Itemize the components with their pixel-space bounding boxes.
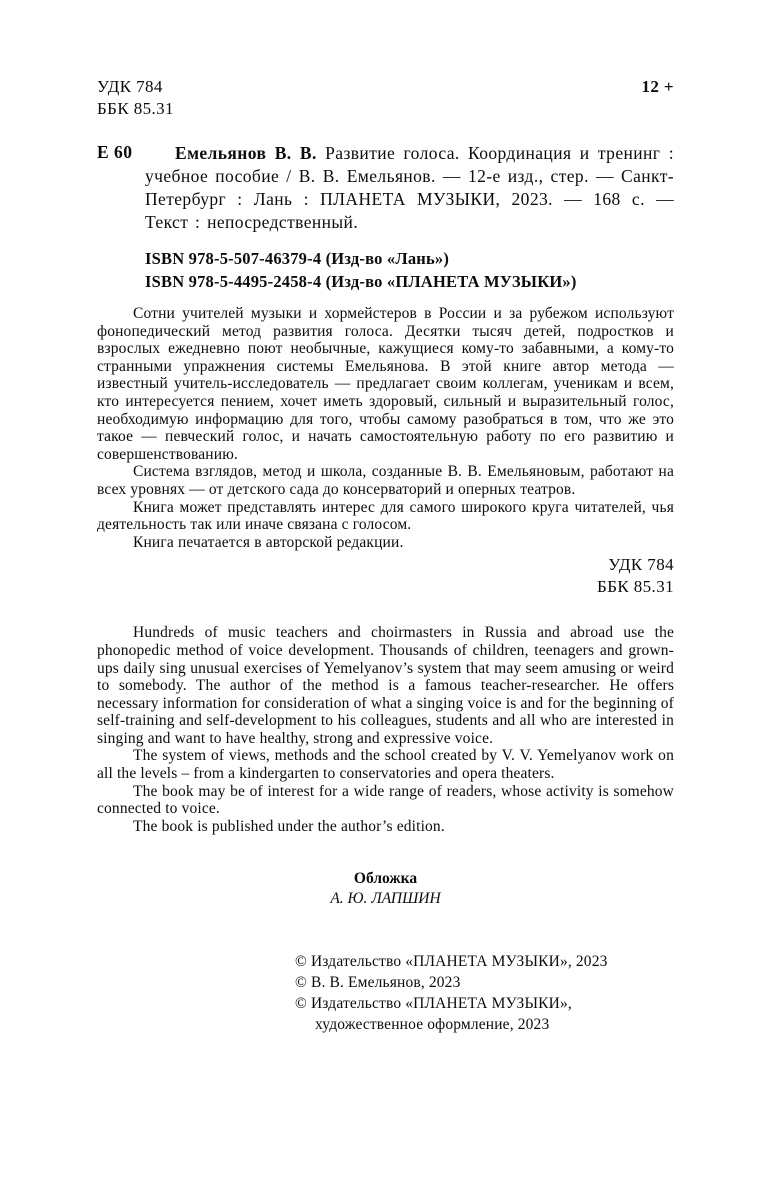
udk-code-bottom: УДК 784 bbox=[608, 555, 674, 575]
isbn-planeta-muzyki: ISBN 978-5-4495-2458-4 (Изд-во «ПЛАНЕТА МУЗЫКИ») bbox=[145, 272, 577, 291]
isbn-lan: ISBN 978-5-507-46379-4 (Изд-во «Лань») bbox=[145, 249, 450, 268]
annotation-english bbox=[97, 624, 674, 835]
en-annotation-paragraph-3: The book may be of interest for a wide range of readers, whose activity is somehow connected to voice. bbox=[97, 782, 674, 818]
isbn-block bbox=[145, 247, 674, 293]
bibliographic-entry bbox=[97, 142, 674, 234]
copyright-line-design-2: художественное оформление, 2023 bbox=[315, 1016, 550, 1034]
cover-credit-artist: А. Ю. ЛАПШИН bbox=[330, 890, 441, 908]
bbk-code-top: ББК 85.31 bbox=[97, 99, 174, 118]
ru-annotation-paragraph-3: Книга может представлять интерес для самого широкого круга читателей, чья деятельность так или иначе связана с голосом. bbox=[97, 498, 674, 534]
age-rating: 12 + bbox=[641, 77, 674, 96]
classification-codes-top bbox=[97, 76, 174, 120]
copyright-line-publisher: © Издательство «ПЛАНЕТА МУЗЫКИ», 2023 bbox=[295, 953, 608, 971]
copyright-line-author: © В. В. Емельянов, 2023 bbox=[295, 974, 461, 992]
copyright-line-design-1: © Издательство «ПЛАНЕТА МУЗЫКИ», bbox=[295, 995, 572, 1013]
entry-code: Е 60 bbox=[97, 142, 133, 162]
entry-author: Емельянов В. В. bbox=[175, 143, 317, 163]
ru-annotation-paragraph-4: Книга печатается в авторской редакции. bbox=[133, 533, 404, 551]
en-annotation-paragraph-2: The system of views, methods and the school created by V. V. Yemelyanov work on all the levels – from a kindergarten to conservatories and opera theaters. bbox=[97, 747, 674, 783]
en-annotation-paragraph-1: Hundreds of music teachers and choirmasters in Russia and abroad use the phonopedic method of voice development. Thousands of children, teenagers and grown-ups daily sing unusual exercises of Yemelyanov’s system that may seem amusing or weird to somebody. The author of the method is a famous teacher-researcher. He offers necessary information for consideration of what a singing voice is and for the beginning of self-training and self-development to his colleagues, students and all who are interested in singing and want to have healthy, strong and expressive voice. bbox=[97, 624, 674, 747]
ru-annotation-paragraph-1: Сотни учителей музыки и хормейстеров в России и за рубежом используют фонопедический метод развития голоса. Десятки тысяч детей, подростков и взрослых ежедневно поют необычные, кажущиеся кому-то забавными, а кому-то странными упражнения системы Емельянова. В этой книге автор метода — известный учитель-исследователь — предлагает своим коллегам, ученикам и всем, кто интересуется пением, хочет иметь здоровый, сильный и выразительный голос, необходимую информацию для того, чтобы самому разобраться в том, что же это такое — певческий голос, и начать самостоятельную работу по его развитию и совершенствованию. bbox=[97, 305, 674, 463]
annotation-russian bbox=[97, 305, 674, 551]
cover-credit bbox=[97, 869, 674, 909]
classification-codes-bottom bbox=[97, 554, 674, 598]
cover-credit-label: Обложка bbox=[353, 870, 418, 888]
entry-description: Развитие голоса. Координация и тренинг : учебное пособие / В. В. Емельянов. — 12-е изд., стер. — Санкт-Петербург : Лань : ПЛАНЕТА МУЗЫКИ, 2023. — 168 с. — Текст : непосредственный. bbox=[145, 143, 674, 232]
copyright-block bbox=[295, 951, 674, 1035]
ru-annotation-paragraph-2: Система взглядов, метод и школа, созданные В. В. Емельяновым, работают на всех уровнях — от детского сада до консерваторий и оперных театров. bbox=[97, 463, 674, 498]
entry-text bbox=[145, 142, 674, 234]
en-annotation-paragraph-4: The book is published under the author’s edition. bbox=[133, 817, 445, 835]
page-header bbox=[97, 76, 674, 120]
bbk-code-bottom: ББК 85.31 bbox=[597, 577, 674, 597]
udk-code-top: УДК 784 bbox=[97, 77, 163, 96]
